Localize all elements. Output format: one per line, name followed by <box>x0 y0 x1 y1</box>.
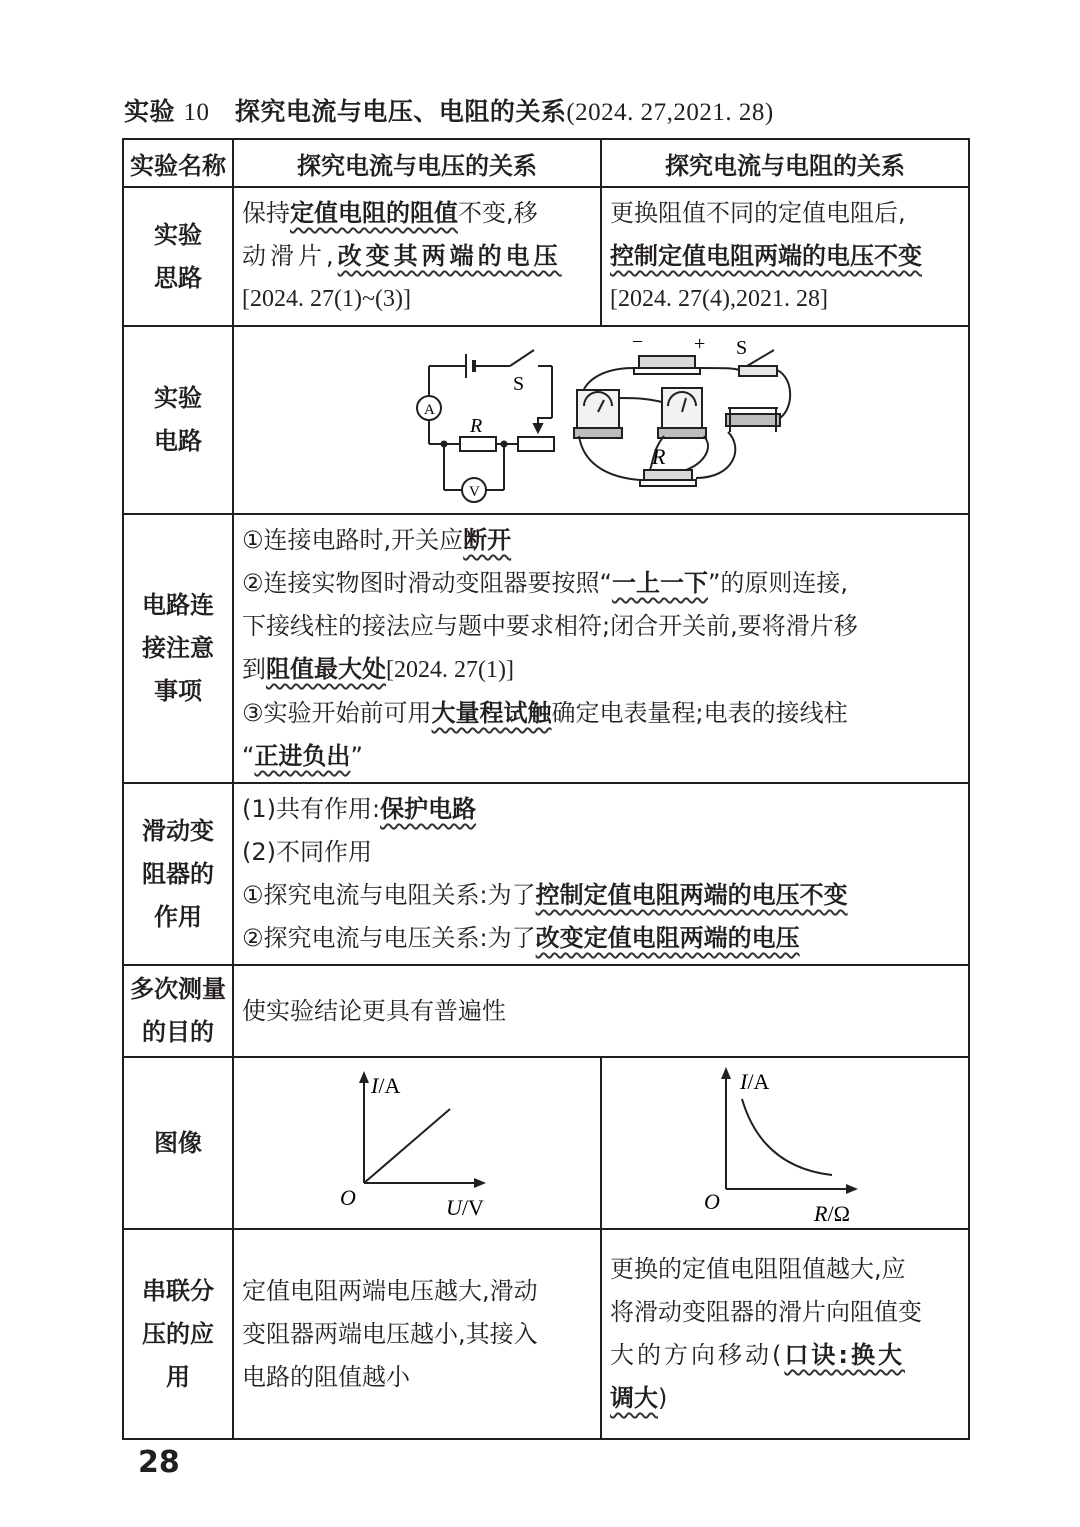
row-idea <box>123 187 969 326</box>
rheostat-icon <box>726 414 780 426</box>
series-resistance: 更换的定值电阻阻值越大,应 将滑动变阻器的滑片向阻值变 大的方向移动(口诀:换大 调大) <box>601 1229 969 1439</box>
ref-2: [2024. 27(4),2021. 28] <box>610 286 828 312</box>
graph-inverse <box>602 1059 968 1227</box>
battery-minus: − <box>632 331 644 353</box>
series-voltage: 定值电阻两端电压越大,滑动 变阻器两端电压越小,其接入 电路的阻值越小 <box>233 1229 601 1439</box>
header-col0: 实验名称 <box>123 139 233 187</box>
idea-resistance: 更换阻值不同的定值电阻后, 控制定值电阻两端的电压不变 [2024. 27(4),2021. 28] <box>601 187 969 326</box>
circuit-physical <box>574 350 790 486</box>
label-rheostat: 滑动变 阻器的 作用 <box>123 783 233 965</box>
purpose-text: 使实验结论更具有普遍性 <box>233 965 969 1057</box>
row-notes <box>123 514 969 783</box>
circuit-cell <box>233 326 969 514</box>
inverse-curve <box>742 1099 832 1175</box>
circuit-schematic <box>417 350 554 502</box>
schematic-a: A <box>424 402 435 418</box>
title-refs: (2024. 27,2021. 28) <box>566 99 774 126</box>
title-number: 10 <box>183 99 210 126</box>
section-title <box>124 92 774 128</box>
g1-origin: O <box>340 1185 356 1210</box>
page-number: 28 <box>138 1445 180 1480</box>
graph-cell-1 <box>233 1057 601 1229</box>
label-purpose: 多次测量 的目的 <box>123 965 233 1057</box>
label-idea: 实验 思路 <box>123 187 233 326</box>
header-col2: 探究电流与电阻的关系 <box>601 139 969 187</box>
ref-1: [2024. 27(1)~(3)] <box>242 286 411 312</box>
physical-r: R <box>652 444 666 469</box>
schematic-r: R <box>470 415 483 437</box>
header-col1: 探究电流与电压的关系 <box>233 139 601 187</box>
g2-xlabel: R/Ω <box>814 1201 850 1226</box>
g1-ylabel: I/A <box>371 1073 401 1098</box>
schematic-v: V <box>469 484 480 500</box>
notes-cell: ①连接电路时,开关应断开 ②连接实物图时滑动变阻器要按照“一上一下”的原则连接, 下接线柱的接法应与题中要求相符;闭合开关前,要将滑片移 到阻值最大处[2024. 27(1)] ③实验开始前可用大量程试触确定电表量程;电表的接线柱 “正进负出” <box>233 514 969 783</box>
row-purpose <box>123 965 969 1057</box>
battery-plus: + <box>694 333 706 355</box>
row-rheostat <box>123 783 969 965</box>
label-graph: 图像 <box>123 1057 233 1229</box>
experiment-table <box>122 138 970 1440</box>
circuit-diagrams <box>234 328 968 512</box>
header-row <box>123 139 969 187</box>
g1-xlabel: U/V <box>446 1195 484 1220</box>
g2-origin: O <box>704 1189 720 1214</box>
g2-ylabel: I/A <box>740 1069 770 1094</box>
schematic-s: S <box>513 373 525 395</box>
title-prefix: 实验 <box>124 97 176 126</box>
rheostat-cell: (1)共有作用:保护电路 (2)不同作用 ①探究电流与电阻关系:为了控制定值电阻两端的电压不变 ②探究电流与电压关系:为了改变定值电阻两端的电压 <box>233 783 969 965</box>
graph-linear <box>234 1059 600 1227</box>
label-series: 串联分 压的应 用 <box>123 1229 233 1439</box>
row-series <box>123 1229 969 1439</box>
idea-voltage: 保持定值电阻的阻值不变,移 动滑片,改变其两端的电压 [2024. 27(1)~(3)] <box>233 187 601 326</box>
title-main: 探究电流与电压、电阻的关系 <box>234 97 567 126</box>
physical-s: S <box>736 337 748 359</box>
graph-cell-2 <box>601 1057 969 1229</box>
label-notes: 电路连 接注意 事项 <box>123 514 233 783</box>
linear-line <box>364 1109 450 1183</box>
row-circuit <box>123 326 969 514</box>
row-graph <box>123 1057 969 1229</box>
label-circuit: 实验 电路 <box>123 326 233 514</box>
